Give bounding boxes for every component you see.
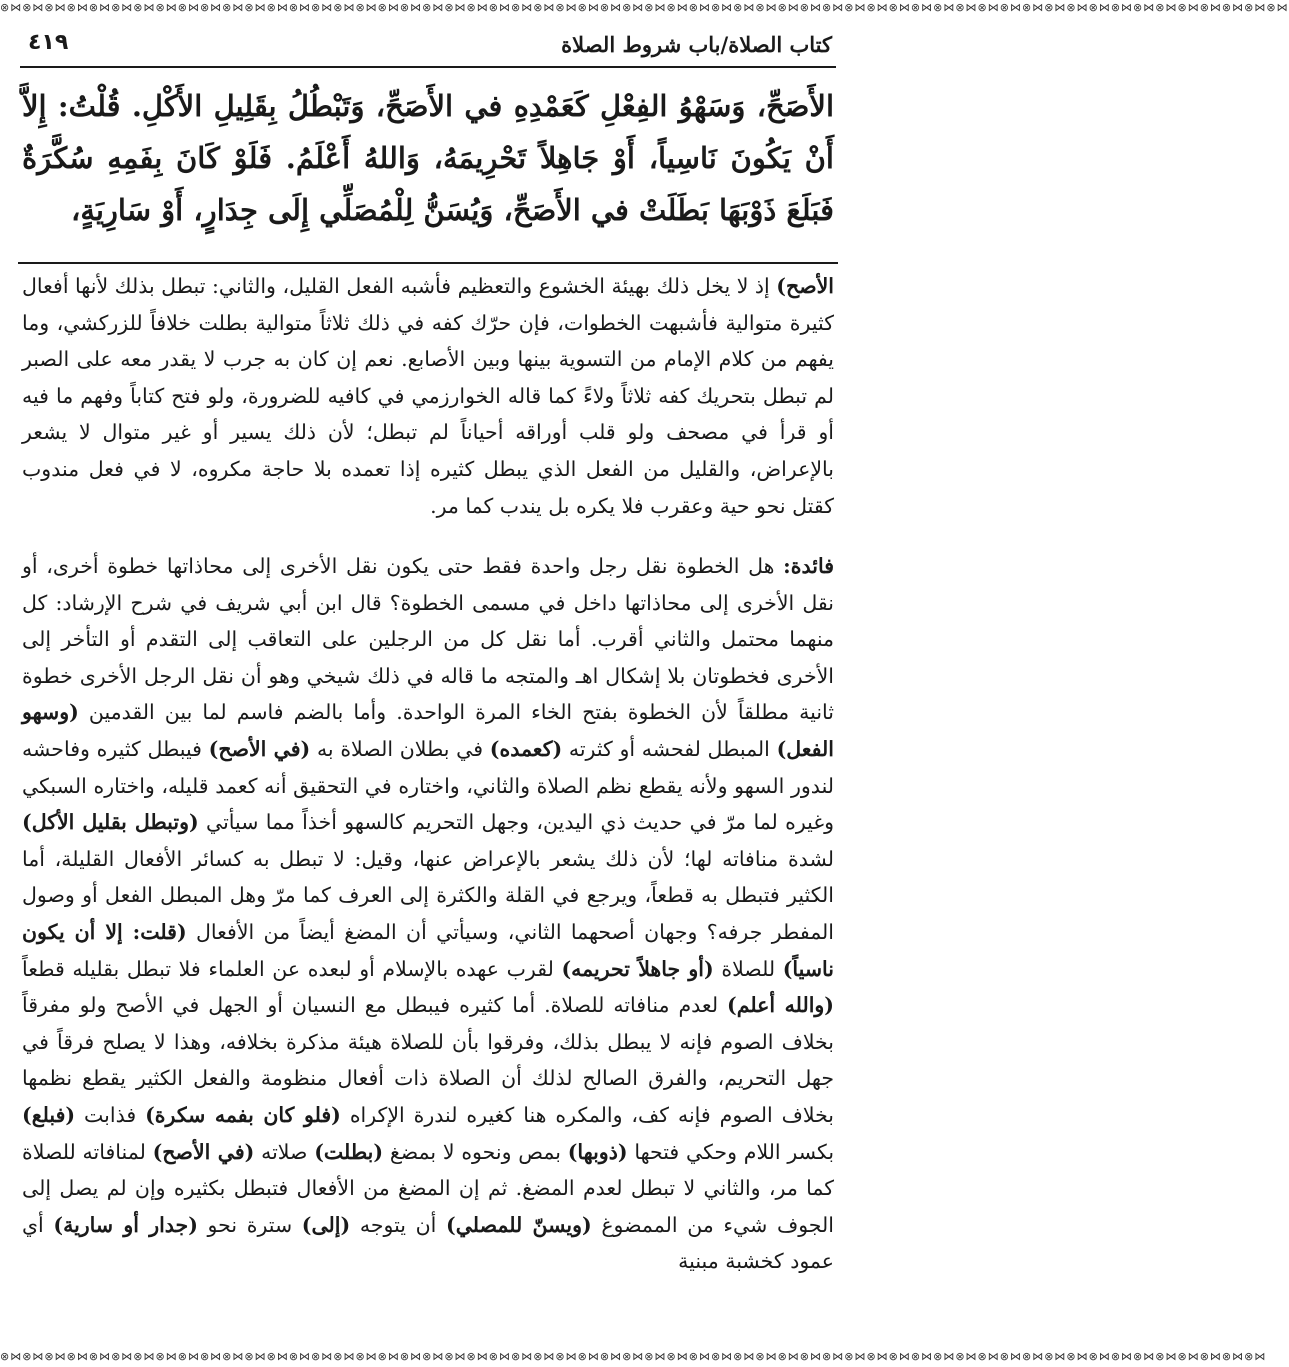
- commentary-text: لشدة منافاته لها؛ لأن ذلك يشعر بالإعراض عنها، وقيل: لا تبطل به كسائر الأفعال القليلة، أما الكثير فتبطل به قطعاً، ويرجع في القلة والكثرة إلى العرف كما مرّ وهل المبطل الفعل أو وصول المفطر جرفه؟ وجهان أصحهما الثاني، وسيأتي أن المضغ أيضاً من الأفعال: [22, 846, 835, 944]
- commentary-text: لعدم منافاته للصلاة. أما كثيره فيبطل مع النسيان أو الجهل في الأصح ولو مفرقاً بخلاف الصوم فإنه لا يبطل بذلك، وفرقوا بأن للصلاة هيئة مذكرة بخلافه، وهذا لا يصلح فرقاً في جهل التحريم، والفرق الصالح لذلك أن الصلاة ذات أفعال منظومة والفعل الكثير يقطع نظمها بخلاف الصوم فإنه كف، والمكره هنا كغيره لندرة الإكراه: [22, 993, 835, 1127]
- quoted-matn: (وسهو الفعل): [22, 700, 834, 761]
- matn-divider: [18, 262, 838, 264]
- quoted-matn: (وتبطل بقليل الأكل): [22, 810, 199, 835]
- quoted-matn: (بطلت): [314, 1139, 384, 1164]
- quoted-matn: (في الأصح): [208, 736, 311, 761]
- commentary-text: إذ لا يخل ذلك بهيئة الخشوع والتعظيم فأشبه الفعل القليل، والثاني: تبطل بذلك لأنها أفعال كثيرة متوالية فأشبهت الخطوات، فإن حرّك كفه في ذلك ثلاثاً متوالية بطلت خلافاً للزركشي، وما يفهم من كلام الإمام من التسوية بينها وبين الأصابع. نعم إن كان به جرب لا يقدر معه على الصبر لم تبطل بتحريك كفه ثلاثاً ولاءً كما قاله الخوارزمي في كافيه للضرورة، ولو فتح كتاباً وفهم ما فيه أو قرأ في مصحف ولو قلب أوراقه أحياناً لم تبطل؛ لأن ذلك يسير أو غير متوال لا يشعر بالإعراض، والقليل من الفعل الذي يبطل كثيره إذا تعمده بلا حاجة مكروه، لا في فعل مندوب كقتل نحو حية وعقرب فلا يكره بل يندب كما مر.: [22, 274, 834, 518]
- commentary-text: فيبطل كثيره وفاحشه لندور السهو ولأنه يقطع نظم الصلاة والثاني، واختاره في التحقيق أنه كعمد قليله، واختاره السبكي وغيره لما مرّ في حديث ذي اليدين، وجهل التحريم كالسهو أخذاً مما سيأتي: [22, 736, 834, 835]
- matn-text: الأَصَحِّ، وَسَهْوُ الفِعْلِ كَعَمْدِهِ في الأَصَحِّ، وَتَبْطُلُ بِقَلِيلِ الأَكْلِ. قُلْتُ: إِلاَّ أَنْ يَكُونَ نَاسِياً، أَوْ جَاهِلاً تَحْرِيمَهُ، وَاللهُ أَعْلَمُ. فَلَوْ كَانَ بِفَمِهِ سُكَّرَةٌ فَبَلَعَ ذَوْبَهَا بَطَلَتْ في الأَصَحِّ، وَيُسَنُّ لِلْمُصَلِّي إِلَى جِدَارٍ، أَوْ سَارِيَةٍ،: [22, 89, 834, 227]
- faida-label: فائدة:: [783, 554, 834, 578]
- commentary-text: صلاته: [254, 1139, 315, 1164]
- quoted-matn: (ويسنّ للمصلي): [446, 1212, 592, 1237]
- commentary-lead-term: الأصح): [776, 274, 834, 298]
- quoted-matn: (كعمده): [489, 736, 563, 761]
- commentary-paragraph-2: [22, 548, 834, 1280]
- commentary-text: هل الخطوة نقل رجل واحدة فقط حتى يكون نقل الأخرى إلى محاذاتها خطوة أخرى، أو نقل الأخرى إلى محاذاتها داخل في مسمى الخطوة؟ قال ابن أبي شريف في شرح الإرشاد: كل منهما محتمل والثاني أقرب. أما نقل كل من الرجلين على التعاقب إلى التقدم أو التأخر إلى الأخرى فخطوتان بلا إشكال اهـ والمتجه ما قاله في ذلك شيخي وهو أن نقل الرجل الأخرى خطوة ثانية مطلقاً لأن الخطوة بفتح الخاء المرة الواحدة. وأما بالضم فاسم لما بين القدمين: [22, 554, 834, 725]
- commentary-text: في بطلان الصلاة به: [310, 736, 490, 761]
- commentary-text: للصلاة: [713, 956, 783, 981]
- bottom-ornament-border: ⊗⋈⊗⋈⊗⋈⊗⋈⊗⋈⊗⋈⊗⋈⊗⋈⊗⋈⊗⋈⊗⋈⊗⋈⊗⋈⊗⋈⊗⋈⊗⋈⊗⋈⊗⋈⊗⋈⊗⋈⊗⋈⊗⋈⊗⋈⊗⋈⊗⋈⊗⋈⊗⋈⊗⋈⊗⋈⊗⋈⊗⋈⊗⋈⊗⋈⊗⋈⊗⋈⊗⋈⊗⋈⊗⋈⊗⋈⊗⋈⊗⋈⊗⋈⊗⋈⊗⋈⊗⋈⊗⋈⊗⋈⊗⋈⊗⋈⊗⋈⊗⋈⊗⋈⊗⋈⊗⋈⊗⋈⊗⋈⊗⋈: [0, 1350, 1267, 1363]
- page-header: [20, 26, 836, 68]
- quoted-matn: (إلى): [301, 1212, 351, 1237]
- commentary-text: فذابت: [75, 1102, 146, 1127]
- commentary-text: بكسر اللام وحكي فتحها: [627, 1139, 835, 1164]
- quoted-matn: (في الأصح): [152, 1139, 255, 1164]
- quoted-matn: (فلو كان بفمه سكرة): [145, 1102, 341, 1127]
- quoted-matn: (أو جاهلاً تحريمه): [561, 956, 714, 981]
- quoted-matn: (قلت: إلا أن يكون ناسياً): [22, 919, 834, 981]
- top-ornament-border: ⊗⋈⊗⋈⊗⋈⊗⋈⊗⋈⊗⋈⊗⋈⊗⋈⊗⋈⊗⋈⊗⋈⊗⋈⊗⋈⊗⋈⊗⋈⊗⋈⊗⋈⊗⋈⊗⋈⊗⋈⊗⋈⊗⋈⊗⋈⊗⋈⊗⋈⊗⋈⊗⋈⊗⋈⊗⋈⊗⋈⊗⋈⊗⋈⊗⋈⊗⋈⊗⋈⊗⋈⊗⋈⊗⋈⊗⋈⊗⋈⊗⋈⊗⋈⊗⋈⊗⋈⊗⋈⊗⋈⊗⋈⊗⋈⊗⋈⊗⋈⊗⋈⊗⋈⊗⋈⊗⋈⊗⋈⊗⋈⊗⋈⊗⋈: [0, 1, 1289, 14]
- commentary-text: المبطل لفحشه أو كثرته: [562, 736, 777, 761]
- running-title: كتاب الصلاة/باب شروط الصلاة: [561, 32, 832, 57]
- commentary-text: سترة نحو: [197, 1212, 302, 1237]
- page-number: ٤١٩: [28, 30, 69, 55]
- commentary-paragraph-1: [22, 268, 834, 524]
- commentary-text: لمنافاته للصلاة كما مر، والثاني لا تبطل لعدم المضغ. ثم إن المضغ من الأفعال فتبطل بكثيره وإن لم يصل إلى الجوف شيء من الممضوغ: [22, 1139, 834, 1237]
- commentary-text: لقرب عهده بالإسلام أو لبعده عن العلماء فلا تبطل بقليله قطعاً: [22, 956, 562, 981]
- commentary-text: أن يتوجه: [350, 1212, 446, 1237]
- quoted-matn: (ذوبها): [567, 1139, 628, 1164]
- quoted-matn: (فبلع): [22, 1102, 76, 1127]
- quoted-matn: (جدار أو سارية): [53, 1212, 198, 1237]
- commentary-text: أي عمود كخشبة مبنية: [22, 1212, 834, 1274]
- commentary-text: بمص ونحوه لا بمضغ: [383, 1139, 568, 1164]
- quoted-matn: (والله أعلم): [727, 993, 834, 1018]
